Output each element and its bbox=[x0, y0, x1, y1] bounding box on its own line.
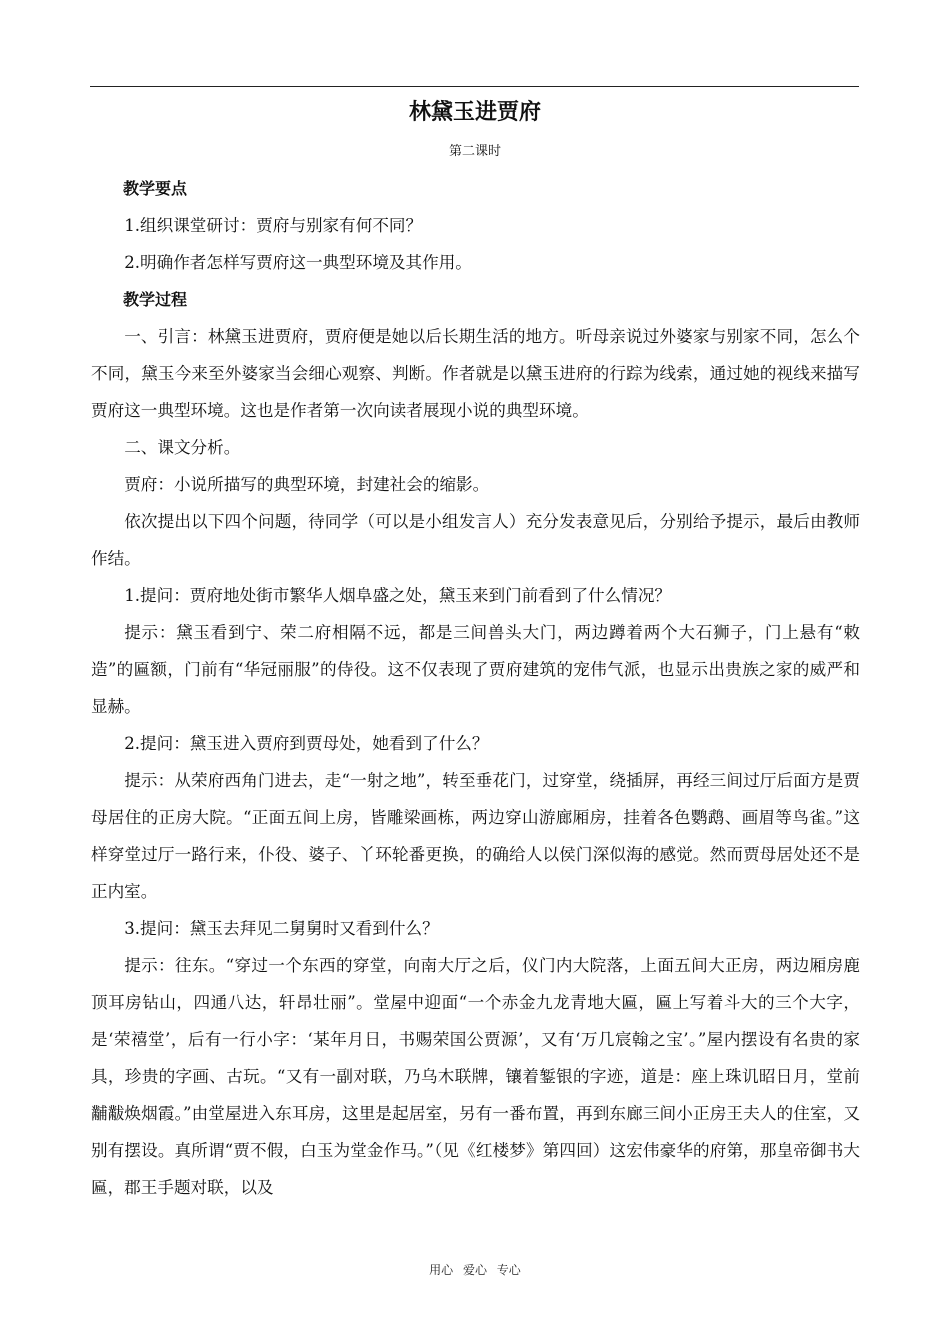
paragraph: 1.组织课堂研讨：贾府与别家有何不同？ bbox=[124, 216, 423, 235]
section-heading: 教学过程 bbox=[123, 290, 188, 309]
paragraph: 二、课文分析。 bbox=[124, 438, 241, 457]
document-title: 林黛玉进贾府 bbox=[408, 100, 541, 125]
paragraph: 依次提出以下四个问题，待同学（可以是小组发言人）充分发表意见后，分别给予提示，最后由教师作结。 bbox=[91, 512, 860, 568]
document-subtitle: 第二课时 bbox=[448, 144, 501, 159]
paragraph: 1.提问：贾府地处街市繁华人烟阜盛之处，黛玉来到门前看到了什么情况？ bbox=[124, 586, 672, 605]
page-footer: 用心 爱心 专心 bbox=[429, 1263, 521, 1277]
paragraph: 提示：从荣府西角门进去，走“一射之地”，转至垂花门，过穿堂，绕插屏，再经三间过厅后面方是贾母居住的正房大院。“正面五间上房，皆雕梁画栋，两边穿山游廊厢房，挂着各色鹦鹉、画眉等鸟雀。”这样穿堂过厅一路行来，仆役、婆子、丫环轮番更换，的确给人以侯门深似海的感觉。然而贾母居处还不是正内室。 bbox=[91, 771, 860, 901]
paragraph: 2.明确作者怎样写贾府这一典型环境及其作用。 bbox=[124, 253, 472, 272]
header-rule bbox=[90, 86, 859, 87]
paragraph: 贾府：小说所描写的典型环境，封建社会的缩影。 bbox=[124, 475, 490, 494]
paragraph: 一、引言：林黛玉进贾府，贾府便是她以后长期生活的地方。听母亲说过外婆家与别家不同，怎么个不同，黛玉今来至外婆家当会细心观察、判断。作者就是以黛玉进府的行踪为线索，通过她的视线来描写贾府这一典型环境。这也是作者第一次向读者展现小说的典型环境。 bbox=[91, 327, 860, 420]
paragraph: 提示：往东。“穿过一个东西的穿堂，向南大厅之后，仪门内大院落，上面五间大正房，两边厢房鹿顶耳房钻山，四通八达，轩昂壮丽”。堂屋中迎面“一个赤金九龙青地大匾，匾上写着斗大的三个大字，是‘荣禧堂’，后有一行小字：‘某年月日，书赐荣国公贾源’，又有‘万几宸翰之宝’。”屋内摆设有名贵的家具，珍贵的字画、古玩。“又有一副对联，乃乌木联牌，镶着錾银的字迹，道是：座上珠讥昭日月，堂前黼黻焕烟霞。”由堂屋进入东耳房，这里是起居室，另有一番布置，再到东廊三间小正房王夫人的住室，又别有摆设。真所谓“贾不假，白玉为堂金作马。”（见《红楼梦》第四回）这宏伟豪华的府第，那皇帝御书大匾，郡王手题对联，以及 bbox=[91, 956, 860, 1197]
paragraph: 2.提问：黛玉进入贾府到贾母处，她看到了什么？ bbox=[124, 734, 489, 753]
document-body bbox=[91, 170, 860, 1206]
paragraph: 提示：黛玉看到宁、荣二府相隔不远，都是三间兽头大门，两边蹲着两个大石狮子，门上悬有“敕造”的匾额，门前有“华冠丽服”的侍役。这不仅表现了贾府建筑的宠伟气派，也显示出贵族之家的威严和显赫。 bbox=[91, 623, 860, 716]
section-heading: 教学要点 bbox=[123, 179, 188, 198]
paragraph: 3.提问：黛玉去拜见二舅舅时又看到什么？ bbox=[124, 919, 439, 938]
